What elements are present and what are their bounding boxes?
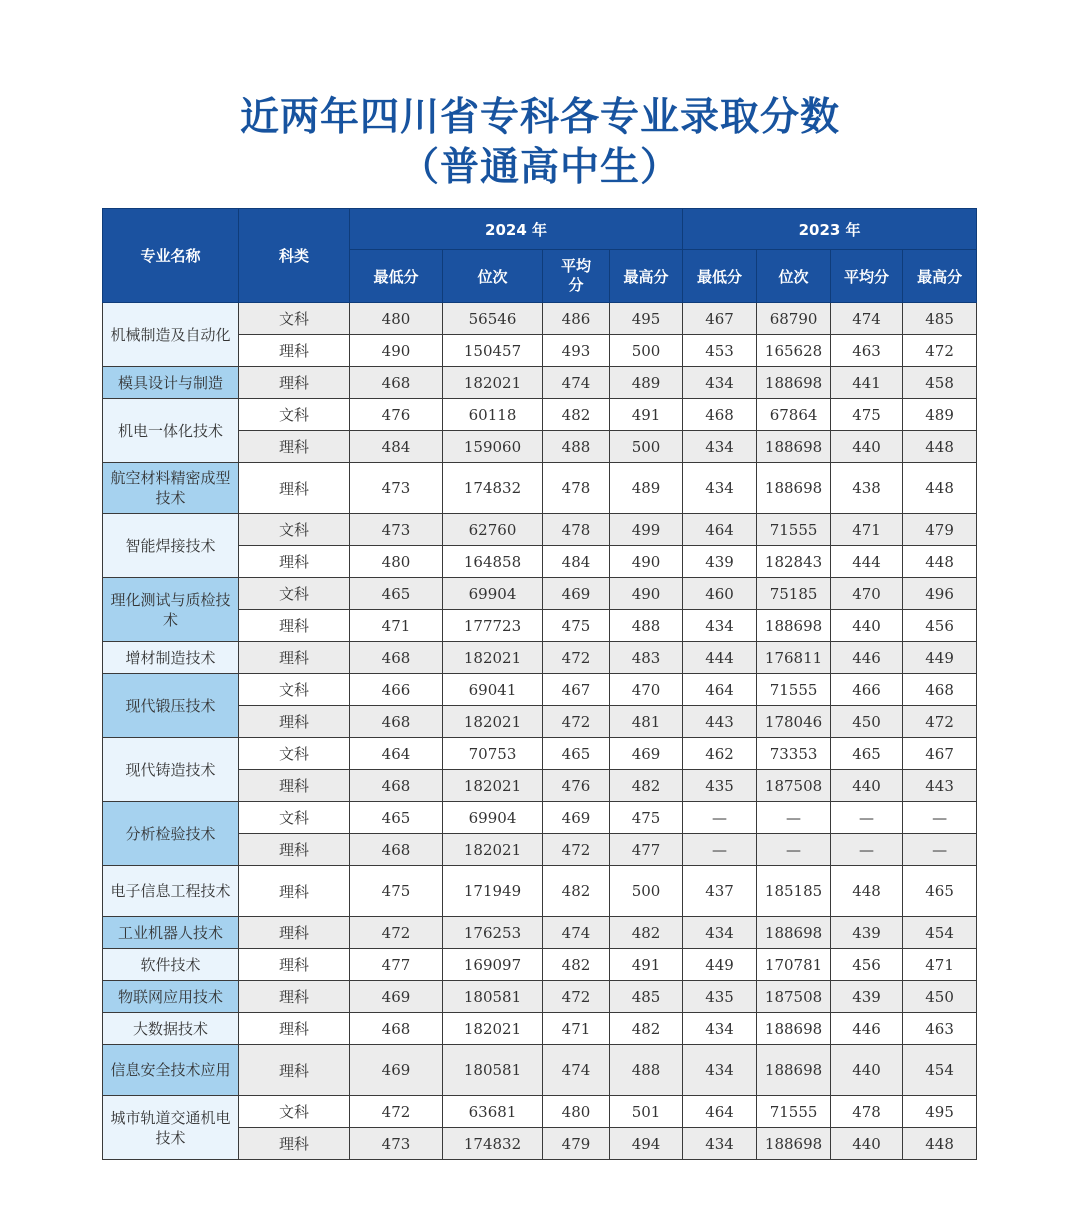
- score-cell: 453: [683, 335, 757, 367]
- score-cell: 481: [610, 706, 683, 738]
- score-cell: —: [683, 834, 757, 866]
- header-2024-max: 最高分: [610, 250, 683, 303]
- score-cell: 490: [350, 335, 443, 367]
- score-cell: 475: [831, 399, 903, 431]
- score-cell: 466: [350, 674, 443, 706]
- score-cell: 466: [831, 674, 903, 706]
- category-cell: 理科: [239, 1128, 350, 1160]
- score-cell: 441: [831, 367, 903, 399]
- score-cell: 474: [831, 303, 903, 335]
- score-cell: 477: [350, 949, 443, 981]
- header-2023-min: 最低分: [683, 250, 757, 303]
- table-row: [103, 1096, 977, 1128]
- score-cell: 446: [831, 1013, 903, 1045]
- category-cell: 文科: [239, 1096, 350, 1128]
- category-cell: 文科: [239, 578, 350, 610]
- score-cell: —: [757, 834, 831, 866]
- major-name-cell: 增材制造技术: [103, 642, 239, 674]
- score-cell: 456: [903, 610, 977, 642]
- score-cell: 469: [543, 578, 610, 610]
- header-major: 专业名称: [103, 209, 239, 303]
- score-cell: 69904: [443, 802, 543, 834]
- score-cell: 472: [543, 642, 610, 674]
- score-cell: 468: [350, 1013, 443, 1045]
- table-row: [103, 917, 977, 949]
- score-cell: 182021: [443, 642, 543, 674]
- header-year-2024: 2024 年: [350, 209, 683, 250]
- score-cell: 471: [831, 514, 903, 546]
- major-name-cell: 智能焊接技术: [103, 514, 239, 578]
- score-cell: 479: [543, 1128, 610, 1160]
- score-cell: 456: [831, 949, 903, 981]
- score-cell: 468: [350, 706, 443, 738]
- score-cell: 434: [683, 463, 757, 514]
- category-cell: 理科: [239, 834, 350, 866]
- score-cell: 474: [543, 1045, 610, 1096]
- score-cell: 434: [683, 1013, 757, 1045]
- score-cell: 188698: [757, 610, 831, 642]
- category-cell: 文科: [239, 738, 350, 770]
- score-cell: 485: [903, 303, 977, 335]
- score-cell: 440: [831, 1045, 903, 1096]
- score-cell: 470: [831, 578, 903, 610]
- major-name-cell: 现代铸造技术: [103, 738, 239, 802]
- category-cell: 理科: [239, 770, 350, 802]
- score-cell: 475: [350, 866, 443, 917]
- score-cell: 435: [683, 981, 757, 1013]
- score-cell: 434: [683, 1128, 757, 1160]
- score-cell: 450: [903, 981, 977, 1013]
- score-cell: 71555: [757, 1096, 831, 1128]
- score-cell: 443: [683, 706, 757, 738]
- category-cell: 理科: [239, 917, 350, 949]
- header-year-2023: 2023 年: [683, 209, 977, 250]
- major-name-cell: 工业机器人技术: [103, 917, 239, 949]
- score-cell: 482: [543, 399, 610, 431]
- score-cell: 473: [350, 1128, 443, 1160]
- score-cell: —: [903, 802, 977, 834]
- category-cell: 文科: [239, 674, 350, 706]
- score-cell: 475: [610, 802, 683, 834]
- header-avg-text: 平均分: [560, 257, 591, 294]
- score-cell: 169097: [443, 949, 543, 981]
- score-cell: 182021: [443, 367, 543, 399]
- score-cell: 495: [610, 303, 683, 335]
- score-cell: 496: [903, 578, 977, 610]
- score-cell: 480: [543, 1096, 610, 1128]
- score-cell: 473: [350, 463, 443, 514]
- score-cell: 493: [543, 335, 610, 367]
- score-cell: 440: [831, 431, 903, 463]
- score-cell: 71555: [757, 674, 831, 706]
- score-cell: 464: [350, 738, 443, 770]
- score-cell: 500: [610, 866, 683, 917]
- score-cell: 465: [903, 866, 977, 917]
- score-cell: 444: [831, 546, 903, 578]
- score-cell: 480: [350, 303, 443, 335]
- score-cell: —: [903, 834, 977, 866]
- score-cell: —: [683, 802, 757, 834]
- score-cell: 495: [903, 1096, 977, 1128]
- category-cell: 理科: [239, 949, 350, 981]
- score-cell: 464: [683, 674, 757, 706]
- score-cell: 464: [683, 514, 757, 546]
- score-cell: 491: [610, 399, 683, 431]
- score-cell: 479: [903, 514, 977, 546]
- score-cell: 490: [610, 546, 683, 578]
- score-cell: 448: [903, 431, 977, 463]
- score-cell: 480: [350, 546, 443, 578]
- score-cell: 483: [610, 642, 683, 674]
- score-cell: 164858: [443, 546, 543, 578]
- category-cell: 理科: [239, 463, 350, 514]
- admission-scores-table: [102, 208, 977, 1160]
- category-cell: 理科: [239, 367, 350, 399]
- score-cell: 472: [903, 335, 977, 367]
- score-cell: 482: [610, 770, 683, 802]
- score-cell: 449: [683, 949, 757, 981]
- score-cell: 472: [903, 706, 977, 738]
- score-cell: 69041: [443, 674, 543, 706]
- score-cell: 439: [683, 546, 757, 578]
- score-cell: 469: [350, 981, 443, 1013]
- score-cell: 444: [683, 642, 757, 674]
- score-cell: 494: [610, 1128, 683, 1160]
- score-cell: 471: [350, 610, 443, 642]
- score-cell: 182021: [443, 1013, 543, 1045]
- score-cell: 68790: [757, 303, 831, 335]
- score-cell: 465: [350, 802, 443, 834]
- score-cell: —: [831, 834, 903, 866]
- score-cell: 473: [350, 514, 443, 546]
- score-cell: 62760: [443, 514, 543, 546]
- score-cell: 462: [683, 738, 757, 770]
- category-cell: 文科: [239, 514, 350, 546]
- score-cell: 434: [683, 431, 757, 463]
- table-row: [103, 738, 977, 770]
- score-cell: 463: [903, 1013, 977, 1045]
- score-cell: 482: [610, 917, 683, 949]
- score-cell: 182021: [443, 706, 543, 738]
- score-cell: 468: [350, 834, 443, 866]
- table-row: [103, 674, 977, 706]
- score-cell: 464: [683, 1096, 757, 1128]
- score-cell: 482: [543, 949, 610, 981]
- score-cell: 434: [683, 1045, 757, 1096]
- score-cell: 472: [543, 834, 610, 866]
- score-cell: 443: [903, 770, 977, 802]
- score-cell: 474: [543, 367, 610, 399]
- score-cell: 448: [903, 1128, 977, 1160]
- score-cell: 434: [683, 917, 757, 949]
- score-cell: 150457: [443, 335, 543, 367]
- score-cell: 471: [543, 1013, 610, 1045]
- score-cell: 75185: [757, 578, 831, 610]
- score-cell: 450: [831, 706, 903, 738]
- score-cell: 468: [903, 674, 977, 706]
- category-cell: 理科: [239, 335, 350, 367]
- score-cell: 476: [543, 770, 610, 802]
- table-row: [103, 303, 977, 335]
- score-cell: 440: [831, 1128, 903, 1160]
- table-body: [103, 303, 977, 1160]
- category-cell: 文科: [239, 303, 350, 335]
- score-cell: 170781: [757, 949, 831, 981]
- category-cell: 理科: [239, 1045, 350, 1096]
- score-cell: 176811: [757, 642, 831, 674]
- score-cell: 187508: [757, 770, 831, 802]
- major-name-cell: 大数据技术: [103, 1013, 239, 1045]
- score-cell: 491: [610, 949, 683, 981]
- score-cell: 460: [683, 578, 757, 610]
- major-name-cell: 模具设计与制造: [103, 367, 239, 399]
- score-cell: 448: [831, 866, 903, 917]
- major-name-cell: 电子信息工程技术: [103, 866, 239, 917]
- page-title: 近两年四川省专科各专业录取分数: [239, 95, 840, 140]
- score-cell: 484: [543, 546, 610, 578]
- score-cell: 488: [543, 431, 610, 463]
- score-cell: 472: [350, 917, 443, 949]
- score-cell: 182021: [443, 770, 543, 802]
- score-cell: 489: [903, 399, 977, 431]
- major-name-cell: 城市轨道交通机电技术: [103, 1096, 239, 1160]
- score-cell: 177723: [443, 610, 543, 642]
- score-cell: 500: [610, 431, 683, 463]
- table-row: [103, 399, 977, 431]
- table-row: [103, 949, 977, 981]
- major-name-cell: 机电一体化技术: [103, 399, 239, 463]
- score-cell: 188698: [757, 917, 831, 949]
- table-row: [103, 578, 977, 610]
- score-cell: 484: [350, 431, 443, 463]
- score-cell: 165628: [757, 335, 831, 367]
- score-cell: 67864: [757, 399, 831, 431]
- score-cell: 435: [683, 770, 757, 802]
- header-category: 科类: [239, 209, 350, 303]
- score-cell: 182021: [443, 834, 543, 866]
- score-cell: 188698: [757, 1013, 831, 1045]
- score-cell: 477: [610, 834, 683, 866]
- score-cell: 474: [543, 917, 610, 949]
- score-cell: 478: [543, 463, 610, 514]
- score-cell: —: [831, 802, 903, 834]
- score-cell: 488: [610, 610, 683, 642]
- category-cell: 理科: [239, 610, 350, 642]
- score-cell: 465: [831, 738, 903, 770]
- score-cell: 478: [543, 514, 610, 546]
- major-name-cell: 信息安全技术应用: [103, 1045, 239, 1096]
- score-cell: 70753: [443, 738, 543, 770]
- category-cell: 理科: [239, 866, 350, 917]
- score-cell: 174832: [443, 1128, 543, 1160]
- score-cell: 56546: [443, 303, 543, 335]
- score-cell: 449: [903, 642, 977, 674]
- score-cell: 469: [610, 738, 683, 770]
- score-cell: 448: [903, 463, 977, 514]
- score-cell: 471: [903, 949, 977, 981]
- score-cell: 60118: [443, 399, 543, 431]
- score-cell: 69904: [443, 578, 543, 610]
- category-cell: 理科: [239, 546, 350, 578]
- score-cell: 440: [831, 610, 903, 642]
- score-cell: 489: [610, 463, 683, 514]
- score-cell: 446: [831, 642, 903, 674]
- header-2023-rank: 位次: [757, 250, 831, 303]
- score-cell: 463: [831, 335, 903, 367]
- score-cell: 470: [610, 674, 683, 706]
- category-cell: 理科: [239, 1013, 350, 1045]
- score-cell: 187508: [757, 981, 831, 1013]
- score-cell: 180581: [443, 981, 543, 1013]
- score-cell: 188698: [757, 463, 831, 514]
- table-row: [103, 463, 977, 514]
- score-cell: 499: [610, 514, 683, 546]
- score-cell: 467: [903, 738, 977, 770]
- category-cell: 文科: [239, 802, 350, 834]
- page-subtitle: （普通高中生）: [399, 145, 680, 190]
- score-cell: 475: [543, 610, 610, 642]
- score-cell: 71555: [757, 514, 831, 546]
- score-cell: 465: [350, 578, 443, 610]
- score-cell: 476: [350, 399, 443, 431]
- score-cell: 174832: [443, 463, 543, 514]
- major-name-cell: 机械制造及自动化: [103, 303, 239, 367]
- score-cell: 465: [543, 738, 610, 770]
- major-name-cell: 物联网应用技术: [103, 981, 239, 1013]
- score-cell: 454: [903, 1045, 977, 1096]
- header-2024-avg: [543, 250, 610, 303]
- score-cell: 180581: [443, 1045, 543, 1096]
- score-cell: 490: [610, 578, 683, 610]
- score-cell: 439: [831, 981, 903, 1013]
- score-cell: 472: [543, 706, 610, 738]
- major-name-cell: 航空材料精密成型技术: [103, 463, 239, 514]
- header-2024-min: 最低分: [350, 250, 443, 303]
- header-2023-avg: 平均分: [831, 250, 903, 303]
- score-cell: 489: [610, 367, 683, 399]
- major-name-cell: 理化测试与质检技术: [103, 578, 239, 642]
- major-name-cell: 分析检验技术: [103, 802, 239, 866]
- score-cell: 469: [543, 802, 610, 834]
- score-cell: 63681: [443, 1096, 543, 1128]
- category-cell: 理科: [239, 706, 350, 738]
- score-cell: 467: [683, 303, 757, 335]
- score-cell: 472: [543, 981, 610, 1013]
- table-row: [103, 367, 977, 399]
- score-cell: 468: [350, 642, 443, 674]
- major-name-cell: 现代锻压技术: [103, 674, 239, 738]
- score-cell: —: [757, 802, 831, 834]
- score-cell: 488: [610, 1045, 683, 1096]
- category-cell: 理科: [239, 642, 350, 674]
- score-cell: 159060: [443, 431, 543, 463]
- score-cell: 472: [350, 1096, 443, 1128]
- score-cell: 468: [683, 399, 757, 431]
- table-row: [103, 981, 977, 1013]
- score-cell: 439: [831, 917, 903, 949]
- score-cell: 434: [683, 367, 757, 399]
- category-cell: 理科: [239, 431, 350, 463]
- table-row: [103, 1045, 977, 1096]
- table-row: [103, 802, 977, 834]
- score-cell: 485: [610, 981, 683, 1013]
- score-cell: 437: [683, 866, 757, 917]
- score-cell: 468: [350, 367, 443, 399]
- score-cell: 438: [831, 463, 903, 514]
- score-cell: 500: [610, 335, 683, 367]
- major-name-cell: 软件技术: [103, 949, 239, 981]
- score-cell: 482: [543, 866, 610, 917]
- table-row: [103, 514, 977, 546]
- header-2023-max: 最高分: [903, 250, 977, 303]
- score-cell: 467: [543, 674, 610, 706]
- score-cell: 486: [543, 303, 610, 335]
- score-cell: 478: [831, 1096, 903, 1128]
- category-cell: 理科: [239, 981, 350, 1013]
- score-cell: 188698: [757, 1045, 831, 1096]
- score-cell: 434: [683, 610, 757, 642]
- score-cell: 458: [903, 367, 977, 399]
- score-cell: 440: [831, 770, 903, 802]
- score-cell: 188698: [757, 1128, 831, 1160]
- score-cell: 501: [610, 1096, 683, 1128]
- score-cell: 73353: [757, 738, 831, 770]
- score-cell: 185185: [757, 866, 831, 917]
- score-cell: 468: [350, 770, 443, 802]
- score-cell: 182843: [757, 546, 831, 578]
- score-cell: 454: [903, 917, 977, 949]
- table-row: [103, 1013, 977, 1045]
- table-row: [103, 642, 977, 674]
- header-2024-rank: 位次: [443, 250, 543, 303]
- score-cell: 176253: [443, 917, 543, 949]
- table-row: [103, 866, 977, 917]
- category-cell: 文科: [239, 399, 350, 431]
- score-cell: 188698: [757, 367, 831, 399]
- score-cell: 188698: [757, 431, 831, 463]
- score-cell: 448: [903, 546, 977, 578]
- score-cell: 178046: [757, 706, 831, 738]
- score-cell: 171949: [443, 866, 543, 917]
- score-cell: 469: [350, 1045, 443, 1096]
- score-cell: 482: [610, 1013, 683, 1045]
